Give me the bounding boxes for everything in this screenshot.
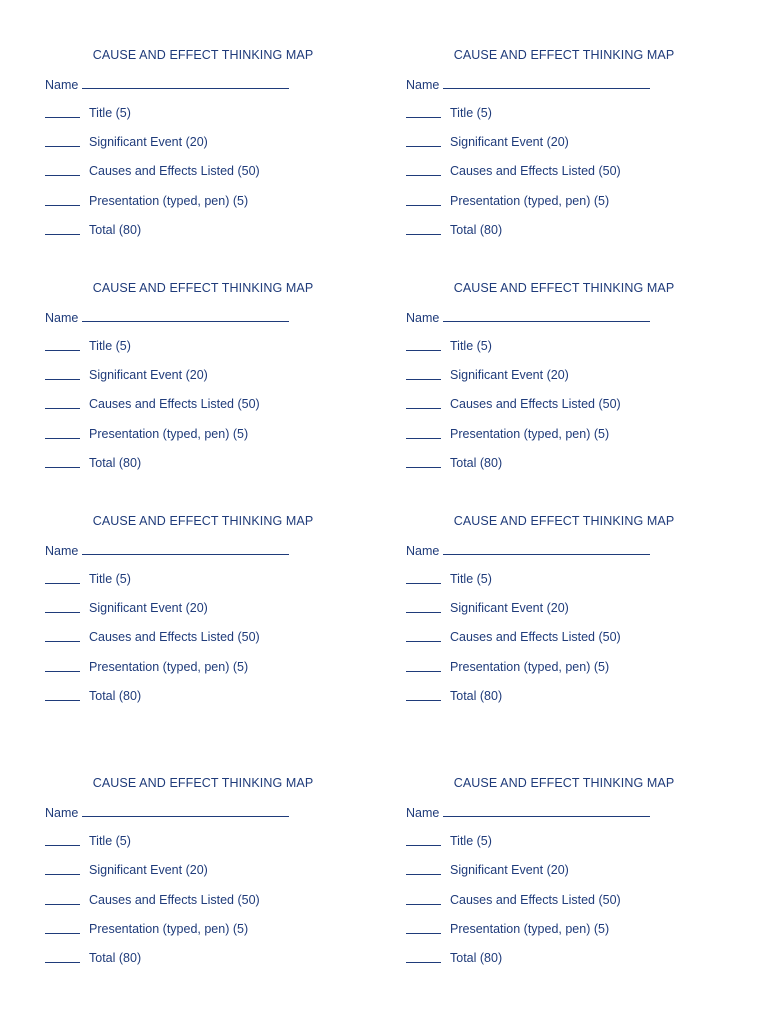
criterion-label: Presentation (typed, pen) (5): [89, 427, 249, 441]
name-label: Name: [406, 806, 440, 820]
criterion-label: Causes and Effects Listed (50): [450, 164, 621, 178]
score-blank[interactable]: [45, 689, 80, 701]
card-title: CAUSE AND EFFECT THINKING MAP: [453, 514, 675, 528]
rubric-card: [45, 776, 345, 976]
score-blank[interactable]: [45, 834, 80, 846]
score-blank[interactable]: [406, 951, 441, 963]
score-row: [406, 863, 569, 878]
name-label: Name: [45, 806, 79, 820]
score-blank[interactable]: [406, 194, 441, 206]
card-title: CAUSE AND EFFECT THINKING MAP: [453, 776, 675, 790]
criterion-label: Causes and Effects Listed (50): [450, 893, 621, 907]
name-blank-line[interactable]: [443, 805, 650, 817]
score-row: [406, 339, 492, 354]
rubric-card: [406, 514, 706, 714]
name-label: Name: [406, 311, 440, 325]
criterion-label: Significant Event (20): [450, 863, 569, 877]
criterion-label: Title (5): [89, 339, 131, 353]
score-blank[interactable]: [45, 572, 80, 584]
score-blank[interactable]: [406, 164, 441, 176]
criterion-label: Causes and Effects Listed (50): [450, 630, 621, 644]
card-title: CAUSE AND EFFECT THINKING MAP: [92, 776, 314, 790]
name-blank-line[interactable]: [443, 77, 650, 89]
criterion-label: Total (80): [450, 951, 503, 965]
criterion-label: Causes and Effects Listed (50): [89, 893, 260, 907]
criterion-label: Title (5): [450, 106, 492, 120]
score-row: [406, 689, 503, 704]
criterion-label: Presentation (typed, pen) (5): [450, 922, 610, 936]
score-blank[interactable]: [406, 456, 441, 468]
score-blank[interactable]: [406, 427, 441, 439]
score-row: [45, 572, 131, 587]
score-row: [45, 106, 131, 121]
criterion-label: Causes and Effects Listed (50): [450, 397, 621, 411]
score-blank[interactable]: [406, 397, 441, 409]
name-field[interactable]: [45, 310, 289, 325]
criterion-label: Presentation (typed, pen) (5): [450, 427, 610, 441]
score-blank[interactable]: [406, 135, 441, 147]
name-blank-line[interactable]: [82, 543, 289, 555]
score-blank[interactable]: [45, 223, 80, 235]
card-title: CAUSE AND EFFECT THINKING MAP: [92, 514, 314, 528]
score-row: [406, 397, 621, 412]
criterion-label: Title (5): [89, 572, 131, 586]
criterion-label: Total (80): [450, 456, 503, 470]
card-title: CAUSE AND EFFECT THINKING MAP: [92, 48, 314, 62]
score-row: [45, 427, 249, 442]
score-row: [406, 164, 621, 179]
score-row: [45, 339, 131, 354]
score-row: [406, 427, 610, 442]
criterion-label: Presentation (typed, pen) (5): [450, 194, 610, 208]
rubric-card: [45, 514, 345, 714]
score-row: [406, 834, 492, 849]
score-row: [45, 397, 260, 412]
name-field[interactable]: [45, 77, 289, 92]
criterion-label: Total (80): [89, 951, 142, 965]
score-blank[interactable]: [45, 456, 80, 468]
score-blank[interactable]: [406, 630, 441, 642]
criterion-label: Causes and Effects Listed (50): [89, 630, 260, 644]
criterion-label: Total (80): [450, 689, 503, 703]
score-blank[interactable]: [45, 893, 80, 905]
name-field[interactable]: [406, 310, 650, 325]
score-blank[interactable]: [406, 689, 441, 701]
criterion-label: Presentation (typed, pen) (5): [89, 660, 249, 674]
criterion-label: Title (5): [89, 106, 131, 120]
criterion-label: Title (5): [450, 339, 492, 353]
score-blank[interactable]: [45, 660, 80, 672]
score-row: [406, 456, 503, 471]
score-blank[interactable]: [45, 164, 80, 176]
score-row: [45, 922, 249, 937]
score-blank[interactable]: [45, 106, 80, 118]
criterion-label: Total (80): [89, 456, 142, 470]
name-label: Name: [45, 311, 79, 325]
name-field[interactable]: [406, 77, 650, 92]
score-row: [45, 368, 208, 383]
score-row: [45, 660, 249, 675]
name-field[interactable]: [406, 543, 650, 558]
score-row: [45, 164, 260, 179]
criterion-label: Title (5): [450, 572, 492, 586]
score-row: [406, 135, 569, 150]
score-row: [406, 194, 610, 209]
score-row: [45, 689, 142, 704]
score-blank[interactable]: [45, 135, 80, 147]
name-blank-line[interactable]: [82, 805, 289, 817]
criterion-label: Causes and Effects Listed (50): [89, 397, 260, 411]
score-blank[interactable]: [406, 601, 441, 613]
rubric-card: [406, 776, 706, 976]
name-label: Name: [406, 544, 440, 558]
score-blank[interactable]: [45, 630, 80, 642]
criterion-label: Presentation (typed, pen) (5): [89, 922, 249, 936]
score-row: [406, 630, 621, 645]
score-row: [406, 922, 610, 937]
score-blank[interactable]: [406, 922, 441, 934]
score-row: [406, 223, 503, 238]
score-blank[interactable]: [406, 834, 441, 846]
score-blank[interactable]: [45, 601, 80, 613]
score-blank[interactable]: [406, 893, 441, 905]
score-row: [406, 368, 569, 383]
name-field[interactable]: [406, 805, 650, 820]
name-field[interactable]: [45, 543, 289, 558]
score-row: [45, 863, 208, 878]
card-title: CAUSE AND EFFECT THINKING MAP: [453, 48, 675, 62]
score-row: [406, 893, 621, 908]
score-row: [45, 135, 208, 150]
score-row: [45, 223, 142, 238]
score-blank[interactable]: [45, 194, 80, 206]
score-blank[interactable]: [45, 951, 80, 963]
criterion-label: Causes and Effects Listed (50): [89, 164, 260, 178]
criterion-label: Total (80): [450, 223, 503, 237]
score-row: [406, 601, 569, 616]
name-blank-line[interactable]: [443, 543, 650, 555]
criterion-label: Significant Event (20): [450, 135, 569, 149]
card-title: CAUSE AND EFFECT THINKING MAP: [92, 281, 314, 295]
name-label: Name: [406, 78, 440, 92]
criterion-label: Title (5): [89, 834, 131, 848]
score-row: [45, 456, 142, 471]
score-blank[interactable]: [45, 427, 80, 439]
score-blank[interactable]: [406, 863, 441, 875]
name-blank-line[interactable]: [82, 77, 289, 89]
score-row: [406, 572, 492, 587]
criterion-label: Significant Event (20): [89, 368, 208, 382]
score-row: [45, 834, 131, 849]
score-blank[interactable]: [45, 397, 80, 409]
score-blank[interactable]: [45, 368, 80, 380]
criterion-label: Total (80): [89, 223, 142, 237]
score-blank[interactable]: [406, 660, 441, 672]
name-blank-line[interactable]: [443, 310, 650, 322]
score-row: [406, 106, 492, 121]
score-blank[interactable]: [45, 339, 80, 351]
criterion-label: Significant Event (20): [89, 135, 208, 149]
score-row: [406, 951, 503, 966]
score-row: [45, 951, 142, 966]
score-row: [45, 630, 260, 645]
criterion-label: Title (5): [450, 834, 492, 848]
rubric-card: [406, 281, 706, 481]
criterion-label: Significant Event (20): [89, 601, 208, 615]
criterion-label: Presentation (typed, pen) (5): [89, 194, 249, 208]
name-label: Name: [45, 78, 79, 92]
score-row: [45, 601, 208, 616]
score-blank[interactable]: [45, 922, 80, 934]
criterion-label: Total (80): [89, 689, 142, 703]
criterion-label: Significant Event (20): [450, 601, 569, 615]
rubric-card: [45, 48, 345, 248]
score-blank[interactable]: [406, 572, 441, 584]
criterion-label: Significant Event (20): [450, 368, 569, 382]
name-label: Name: [45, 544, 79, 558]
score-row: [45, 893, 260, 908]
score-blank[interactable]: [406, 339, 441, 351]
criterion-label: Presentation (typed, pen) (5): [450, 660, 610, 674]
score-blank[interactable]: [406, 223, 441, 235]
rubric-card: [45, 281, 345, 481]
name-field[interactable]: [45, 805, 289, 820]
score-blank[interactable]: [406, 368, 441, 380]
score-row: [45, 194, 249, 209]
name-blank-line[interactable]: [82, 310, 289, 322]
score-blank[interactable]: [406, 106, 441, 118]
score-row: [406, 660, 610, 675]
score-blank[interactable]: [45, 863, 80, 875]
rubric-card: [406, 48, 706, 248]
criterion-label: Significant Event (20): [89, 863, 208, 877]
card-title: CAUSE AND EFFECT THINKING MAP: [453, 281, 675, 295]
